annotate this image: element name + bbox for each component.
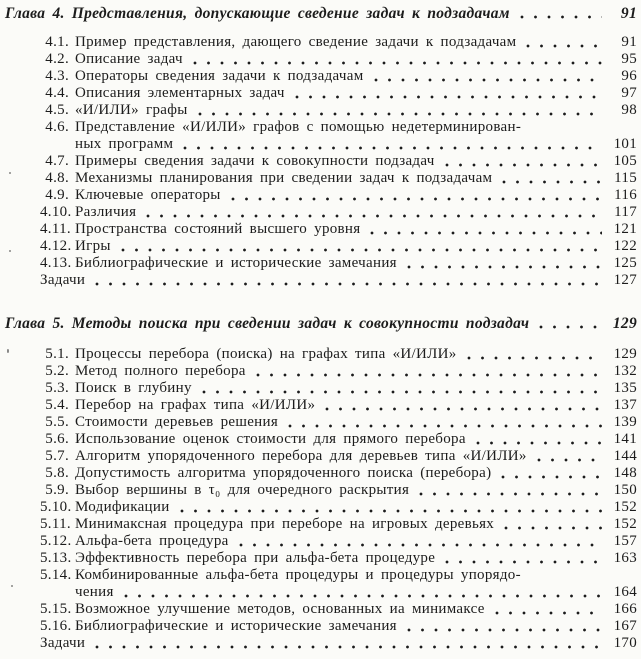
toc-entry-row [40,272,637,289]
entry-title: Модификации [75,499,170,515]
dot-leader [520,15,602,19]
toc-entry-row [40,431,637,448]
chapter-section [5,5,637,289]
entry-number: 5.14. [40,567,72,583]
dot-leader [539,325,602,329]
page-number: 116 [614,187,637,203]
dot-leader [121,248,602,252]
chapter-page-number: 129 [612,315,637,332]
chapter-entries [5,34,637,289]
entry-title: Эффективность перебора при альфа-бета процедуре [75,550,436,566]
entry-number: 5.15. [40,601,72,617]
entry-title: Библиографические и исторические замечания [75,255,397,271]
page-number: 135 [613,380,637,396]
toc-entry-row [40,465,637,482]
entry-number: 4.8. [45,170,69,186]
dot-leader [124,594,602,598]
entry-title: Альфа-бета процедура [75,533,229,549]
entry-title: Использование оценок стоимости для прямого перебора [75,431,466,447]
entry-title: Операторы сведения задачи к подзадачам [75,68,364,84]
chapter-heading [5,315,637,332]
chapter-title: Методы поиска при сведении задач к совокупности подзадач [71,315,530,332]
toc-entry-row [40,255,637,272]
page-number: 105 [613,153,637,169]
entry-number: 5.9. [45,482,69,498]
entry-number: 5.2. [45,363,69,379]
entry-title: Алгоритм упорядоченного перебора для деревьев типа «И/ИЛИ» [75,448,527,464]
dot-leader [526,44,602,48]
entry-number: 4.5. [45,102,69,118]
toc-entry-row [40,221,637,238]
entry-title-continued: ных программ [75,136,174,152]
toc-entry-row [40,516,637,533]
chapter-label: Глава 5. [5,315,65,332]
page-number: 144 [613,448,637,464]
page-number: 164 [613,584,637,600]
dot-leader [239,543,602,547]
dot-leader [325,407,602,411]
page-number: 96 [621,68,637,84]
entry-title: Поиск в глубину [75,380,192,396]
chapter-entries [5,346,637,652]
toc-entry-row [40,482,637,499]
toc-entry-row [40,85,637,102]
dot-leader [180,509,602,513]
entry-title: Ключевые операторы [75,187,221,203]
page-number: 141 [613,431,637,447]
toc-entry-row [40,153,637,170]
entry-title: «И/ИЛИ» графы [75,102,188,118]
dot-leader [256,373,602,377]
entry-title: Примеры сведения задачи к совокупности подзадач [75,153,435,169]
dot-leader [495,611,602,615]
entry-number: 4.9. [45,187,69,203]
toc-entry-row [40,601,637,618]
entry-number: 4.7. [45,153,69,169]
toc-entry-wrap-row [40,584,637,601]
toc-entry-row [40,363,637,380]
page-number: 91 [621,34,637,50]
entry-title: Минимаксная процедура при переборе на игровых деревьях [75,516,495,532]
page-number: 97 [621,85,637,101]
entry-number: 5.16. [40,618,72,634]
entry-title: Комбинированные альфа-бета процедуры и процедуры упорядо- [75,567,521,583]
entry-number: 4.13. [40,255,72,271]
chapter-label: Глава 4. [5,5,65,22]
dot-leader [295,95,602,99]
entry-title: Допустимость алгоритма упорядоченного поиска (перебора) [75,465,492,481]
chapter-heading [5,5,637,22]
dot-leader [183,146,602,150]
toc-entry-row [40,499,637,516]
toc-entry-row [40,170,637,187]
toc-entry-row [40,414,637,431]
page-number: 127 [613,272,637,288]
page-number: 150 [613,482,637,498]
page-number: 137 [613,397,637,413]
dot-leader [231,197,602,201]
scan-speck [9,250,11,252]
entry-title: Описание задач [75,51,183,67]
dot-leader [476,441,602,445]
entry-number: 4.1. [45,34,69,50]
scan-speck [11,585,13,587]
entry-number: 5.3. [45,380,69,396]
entry-title: Стоимости деревьев решения [75,414,279,430]
toc-entry-row [40,550,637,567]
toc-entry-row [40,102,637,119]
page-number: 98 [621,102,637,118]
scan-speck [9,172,11,174]
entry-number: 5.4. [45,397,69,413]
toc-entry-row [40,346,637,363]
entry-title: Пространства состояний высшего уровня [75,221,361,237]
entry-title: Представление «И/ИЛИ» графов с помощью недетерминирован- [75,119,522,135]
entry-number: 5.5. [45,414,69,430]
toc-entry-row [40,204,637,221]
dot-leader [419,492,602,496]
entry-title: Перебор на графах типа «И/ИЛИ» [75,397,316,413]
dot-leader [193,61,602,65]
entry-number: 4.3. [45,68,69,84]
entry-title: Пример представления, дающего сведение задачи к подзадачам [75,34,517,50]
dot-leader [501,475,602,479]
toc-entry-row [40,380,637,397]
entry-number: 5.1. [45,346,69,362]
dot-leader [407,628,602,632]
toc-entry-row [40,187,637,204]
entry-title: Механизмы планирования при сведении задач к подзадачам [75,170,493,186]
page-number: 129 [613,346,637,362]
page-number: 157 [613,533,637,549]
page-number: 139 [613,414,637,430]
dot-leader [202,390,602,394]
entry-title: Различия [75,204,137,220]
entry-title: Выбор вершины в τ₀ для очередного раскрытия [75,482,410,498]
entry-number: 5.10. [40,499,72,515]
page-number: 101 [613,136,637,152]
toc-entry-row [40,635,637,652]
entry-number: 4.6. [45,119,69,135]
page-number: 121 [613,221,637,237]
page-number: 170 [613,635,637,651]
entry-number: 4.4. [45,85,69,101]
page-number: 132 [613,363,637,379]
entry-title: Процессы перебора (поиска) на графах типа «И/ИЛИ» [75,346,457,362]
dot-leader [146,214,602,218]
entry-number: 4.10. [40,204,72,220]
toc-entry-row [40,397,637,414]
scan-speck [7,349,9,353]
toc-entry-row [40,448,637,465]
entry-title: Возможное улучшение методов, основанных иа минимаксе [75,601,485,617]
dot-leader [288,424,602,428]
toc-entry-row [40,567,637,584]
entry-title-continued: чения [75,584,114,600]
toc-entry-row [40,238,637,255]
page-number: 152 [613,516,637,532]
dot-leader [198,112,602,116]
entry-title: Метод полного перебора [75,363,246,379]
chapter-section [5,315,637,652]
page-number: 167 [613,618,637,634]
page-number: 148 [613,465,637,481]
page-number: 95 [621,51,637,67]
entry-number: 5.12. [40,533,72,549]
entry-number: 4.12. [40,238,72,254]
toc-entry-row [40,51,637,68]
dot-leader [445,163,602,167]
toc-entry-wrap-row [40,136,637,153]
page-number: 115 [614,170,637,186]
dot-leader [407,265,602,269]
dot-leader [502,180,602,184]
entry-title: Библиографические и исторические замечания [75,618,397,634]
page-number: 122 [613,238,637,254]
entry-number: 4.2. [45,51,69,67]
entry-title: Задачи [40,272,86,288]
dot-leader [374,78,603,82]
entry-title: Задачи [40,635,86,651]
page-number: 152 [613,499,637,515]
entry-number: 5.11. [40,516,71,532]
dot-leader [445,560,602,564]
dot-leader [504,526,602,530]
page-number: 125 [613,255,637,271]
chapter-page-number: 91 [620,5,637,22]
entry-number: 5.13. [40,550,72,566]
page-number: 117 [614,204,637,220]
dot-leader [95,282,602,286]
page-number: 166 [613,601,637,617]
toc-entry-row [40,34,637,51]
entry-number: 5.7. [45,448,69,464]
toc-entry-row [40,68,637,85]
toc-entry-row [40,119,637,136]
dot-leader [370,231,602,235]
page-number: 163 [613,550,637,566]
chapter-title: Представления, допускающие сведение задач к подзадачам [71,5,510,22]
toc-entry-row [40,618,637,635]
entry-title: Описания элементарных задач [75,85,285,101]
entry-number: 5.8. [45,465,69,481]
dot-leader [467,356,602,360]
entry-number: 4.11. [40,221,71,237]
entry-title: Игры [75,238,111,254]
dot-leader [95,645,602,649]
dot-leader [537,458,602,462]
entry-number: 5.6. [45,431,69,447]
toc-entry-row [40,533,637,550]
